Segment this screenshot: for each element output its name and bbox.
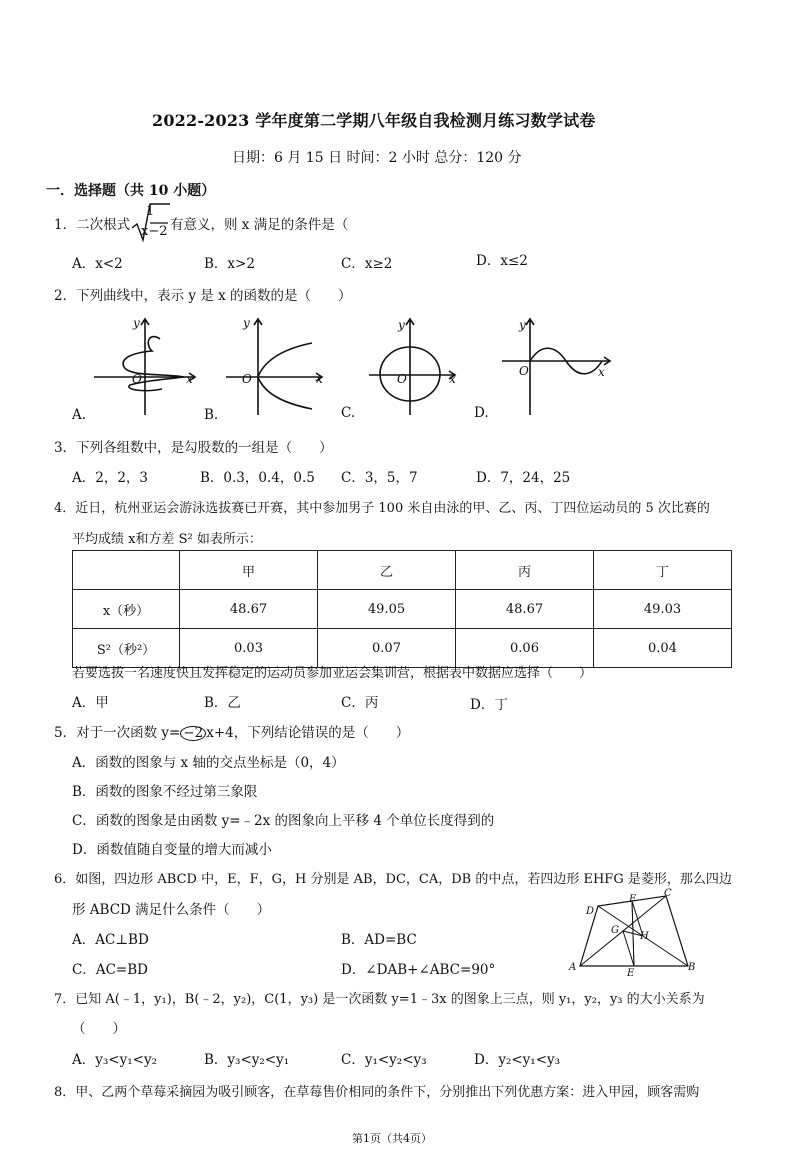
graph-a-origin: O xyxy=(132,372,142,386)
table-cell: 48.67 xyxy=(180,590,318,629)
scores-table xyxy=(72,550,732,668)
q1-option-a: A．x<2 xyxy=(72,256,123,272)
q4-option-d: D．丁 xyxy=(470,697,508,713)
q4-option-a: A．甲 xyxy=(72,695,109,711)
graph-b-y-label: y xyxy=(243,316,250,330)
figure-label-e: E xyxy=(627,968,635,979)
q3-option-b: B．0.3，0.4，0.5 xyxy=(200,470,315,486)
q7-option-d: D．y₂<y₁<y₃ xyxy=(474,1052,561,1068)
graph-c-x-label: x xyxy=(449,372,456,386)
exam-info: 日期：6 月 15 日 时间：2 小时 总分：120 分 xyxy=(232,150,522,166)
q6-stem-line2: 形 ABCD 满足什么条件（ ） xyxy=(72,902,271,918)
q6-option-a: A．AC⊥BD xyxy=(72,932,149,948)
section-heading: 一．选择题（共 10 小题） xyxy=(46,183,216,199)
table-header-row xyxy=(73,551,732,590)
table-cell: 0.06 xyxy=(456,629,594,668)
q7-option-b: B．y₃<y₂<y₁ xyxy=(204,1052,290,1068)
q7-option-a: A．y₃<y₁<y₂ xyxy=(72,1052,157,1068)
q7-option-c: C．y₁<y₂<y₃ xyxy=(341,1052,427,1068)
q5-option-d: D．函数值随自变量的增大而减小 xyxy=(72,842,272,858)
q1-option-d: D．x≤2 xyxy=(476,253,528,269)
q6-option-c: C．AC=BD xyxy=(72,962,148,978)
table-header-cell: 丁 xyxy=(594,551,732,590)
q1-frac-denominator: x−2 xyxy=(141,224,168,239)
graph-d-origin: O xyxy=(519,364,529,378)
exam-title: 2022-2023 学年度第二学期八年级自我检测月练习数学试卷 xyxy=(152,111,596,130)
q6-option-b: B．AD=BC xyxy=(341,932,417,948)
table-row-label: S²（秒²） xyxy=(73,629,180,668)
graph-a-x-label: x xyxy=(186,372,193,386)
q6-stem-line1: 6．如图，四边形 ABCD 中，E，F，G，H 分别是 AB，DC，CA，DB 的中点，若四边形 EHFG 是菱形，那么四边 xyxy=(54,872,732,887)
table-header-cell: 乙 xyxy=(318,551,456,590)
q3-option-c: C．3，5，7 xyxy=(341,470,418,486)
table-cell: 0.03 xyxy=(180,629,318,668)
graph-b-x-label: x xyxy=(316,372,323,386)
figure-label-f: F xyxy=(629,894,636,905)
q3-stem: 3．下列各组数中，是勾股数的一组是（ ） xyxy=(54,440,333,456)
figure-label-g: G xyxy=(611,925,619,936)
q2-option-d: D. xyxy=(474,405,489,421)
graph-b-origin: O xyxy=(242,372,252,386)
figure-label-d: D xyxy=(586,906,595,917)
graph-d-y-label: y xyxy=(519,318,526,332)
table-header-cell: 丙 xyxy=(456,551,594,590)
table-cell: 0.04 xyxy=(594,629,732,668)
graph-c-y-label: y xyxy=(398,318,405,332)
graph-c-origin: O xyxy=(397,372,407,386)
figure-label-c: C xyxy=(664,888,672,899)
figure-label-h: H xyxy=(640,931,649,942)
graph-c xyxy=(365,315,465,420)
page-footer: 第1页（共4页） xyxy=(352,1132,432,1145)
graph-a xyxy=(90,315,200,420)
figure-label-b: B xyxy=(688,962,696,973)
q6-option-d: D．∠DAB+∠ABC=90° xyxy=(341,962,496,978)
q7-stem-line1: 7．已知 A(﹣1，y₁)，B(﹣2，y₂)，C(1，y₃) 是一次函数 y=1﹣3x 的图象上三点，则 y₁，y₂，y₃ 的大小关系为 xyxy=(54,992,705,1007)
table-header-cell: 甲 xyxy=(180,551,318,590)
table-row xyxy=(73,590,732,629)
curve-b xyxy=(258,343,312,409)
graph-a-y-label: y xyxy=(133,316,140,330)
q5-stem xyxy=(54,721,409,741)
q3-option-a: A．2，2，3 xyxy=(72,470,149,486)
q7-stem-line2: （ ） xyxy=(72,1021,126,1037)
q4-stem-line1: 4．近日，杭州亚运会游泳选拔赛已开赛，其中参加男子 100 米自由泳的甲、乙、丙、丁四位运动员的 5 次比赛的 xyxy=(54,501,710,516)
table-header-cell xyxy=(73,551,180,590)
q2-stem: 2．下列曲线中，表示 y 是 x 的函数的是（ ） xyxy=(54,288,352,304)
q4-option-b: B．乙 xyxy=(204,695,241,711)
q1-stem-post: 有意义，则 x 满足的条件是（ xyxy=(170,217,349,233)
q1-option-c: C．x≥2 xyxy=(341,256,393,272)
table-cell: 48.67 xyxy=(456,590,594,629)
q5-option-a: A．函数的图象与 x 轴的交点坐标是（0，4） xyxy=(72,755,345,771)
figure-label-a: A xyxy=(569,962,577,973)
q4-stem-line2: 平均成绩 x和方差 S² 如表所示： xyxy=(72,532,262,547)
graph-b xyxy=(222,315,332,420)
q5-stem-post: x+4，下列结论错误的是（ ） xyxy=(206,725,410,741)
q5-option-c: C．函数的图象是由函数 y=﹣2x 的图象向上平移 4 个单位长度得到的 xyxy=(72,813,495,829)
q2-option-a: A. xyxy=(72,407,87,423)
q3-option-d: D．7，24，25 xyxy=(476,470,571,486)
q8-stem-line1: 8．甲、乙两个草莓采摘园为吸引顾客，在草莓售价相同的条件下，分别推出下列优惠方案：进入甲园，顾客需购 xyxy=(54,1085,700,1100)
q5-circled-coefficient: −2 xyxy=(180,726,206,741)
table-row-label: x（秒） xyxy=(73,590,180,629)
table-cell: 0.07 xyxy=(318,629,456,668)
q1-frac-numerator: 1 xyxy=(146,204,155,219)
q5-stem-pre: 5．对于一次函数 y= xyxy=(54,725,181,741)
q1-stem-pre: 1．二次根式 xyxy=(54,217,131,233)
graph-d-x-label: x xyxy=(598,365,605,379)
q2-option-c: C. xyxy=(341,405,356,421)
q4-question: 若要选拔一名速度快且发挥稳定的运动员参加亚运会集训营，根据表中数据应选择（ ） xyxy=(72,666,593,681)
table-cell: 49.03 xyxy=(594,590,732,629)
q1-option-b: B．x>2 xyxy=(204,256,255,272)
table-cell: 49.05 xyxy=(318,590,456,629)
q5-option-b: B．函数的图象不经过第三象限 xyxy=(72,784,258,800)
q2-option-b: B. xyxy=(204,407,219,423)
q4-option-c: C．丙 xyxy=(341,695,379,711)
